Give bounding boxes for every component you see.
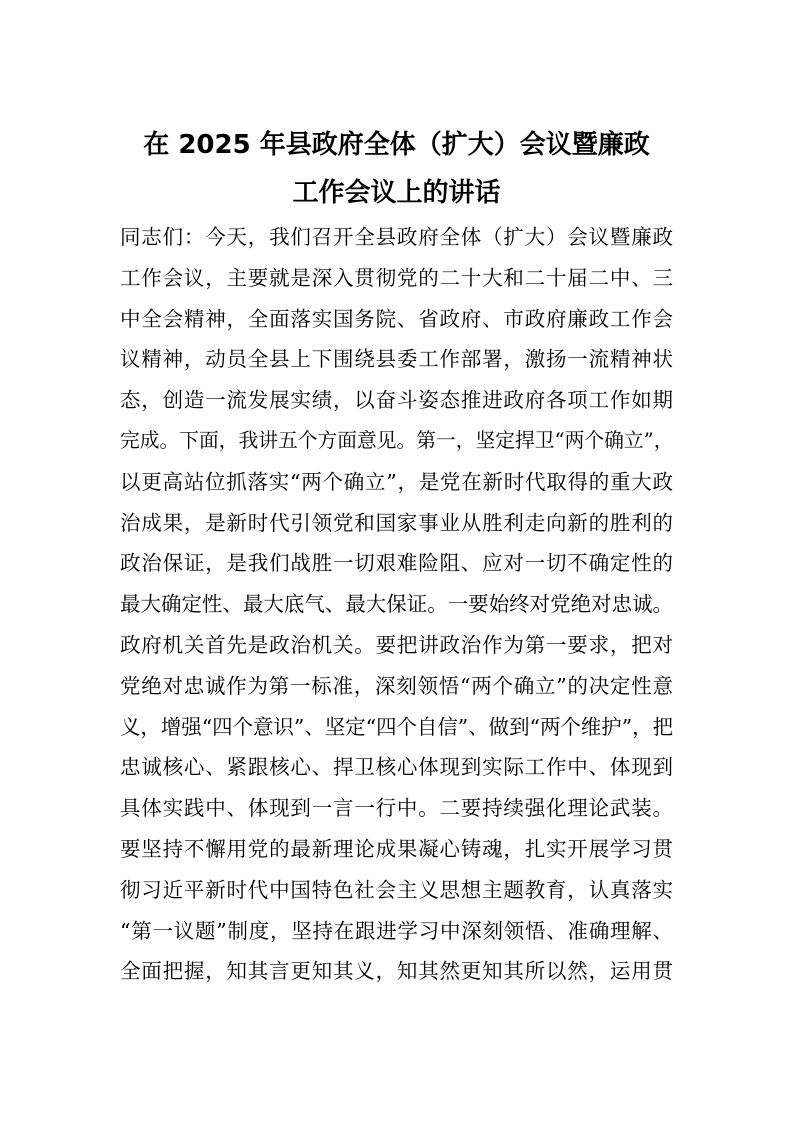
- document-title-line-2: 工作会议上的讲话: [292, 178, 501, 208]
- body-line: 同志们：今天，我们召开全县政府全体（扩大）会议暨廉政: [120, 225, 673, 249]
- body-line: “第一议题”制度，坚持在跟进学习中深刻领悟、准确理解、: [120, 918, 673, 943]
- body-line: 完成。下面，我讲五个方面意见。第一，坚定捍卫“两个确立”，: [120, 428, 674, 452]
- body-line: 政府机关首先是政治机关。要把讲政治作为第一要求，把对: [120, 632, 673, 657]
- body-line: 中全会精神，全面落实国务院、省政府、市政府廉政工作会: [120, 306, 673, 331]
- body-line: 治成果，是新时代引领党和国家事业从胜利走向新的胜利的: [120, 510, 673, 535]
- body-line: 以更高站位抓落实“两个确立”，是党在新时代取得的重大政: [120, 469, 673, 494]
- document-title-line-1: 在 2025 年县政府全体（扩大）会议暨廉政: [143, 130, 650, 160]
- body-line: 议精神，动员全县上下围绕县委工作部署，激扬一流精神状: [120, 347, 673, 372]
- body-line: 义，增强“四个意识”、坚定“四个自信”、做到“两个维护”，把: [120, 714, 673, 739]
- body-line: 工作会议，主要就是深入贯彻党的二十大和二十届二中、三: [120, 265, 673, 290]
- body-line: 党绝对忠诚作为第一标准，深刻领悟“两个确立”的决定性意: [120, 673, 673, 698]
- body-line: 态，创造一流发展实绩，以奋斗姿态推进政府各项工作如期: [120, 388, 673, 413]
- body-line: 政治保证，是我们战胜一切艰难险阻、应对一切不确定性的: [120, 551, 673, 576]
- body-line: 忠诚核心、紧跟核心、捍卫核心体现到实际工作中、体现到: [120, 755, 673, 780]
- body-line: 全面把握，知其言更知其义，知其然更知其所以然，运用贯: [120, 959, 673, 984]
- body-line: 最大确定性、最大底气、最大保证。一要始终对党绝对忠诚。: [120, 592, 673, 617]
- body-line: 要坚持不懈用党的最新理论成果凝心铸魂，扎实开展学习贯: [120, 836, 673, 861]
- body-line: 彻习近平新时代中国特色社会主义思想主题教育，认真落实: [120, 877, 673, 902]
- body-line: 具体实践中、体现到一言一行中。二要持续强化理论武装。: [120, 796, 673, 821]
- speech-body: [120, 217, 673, 992]
